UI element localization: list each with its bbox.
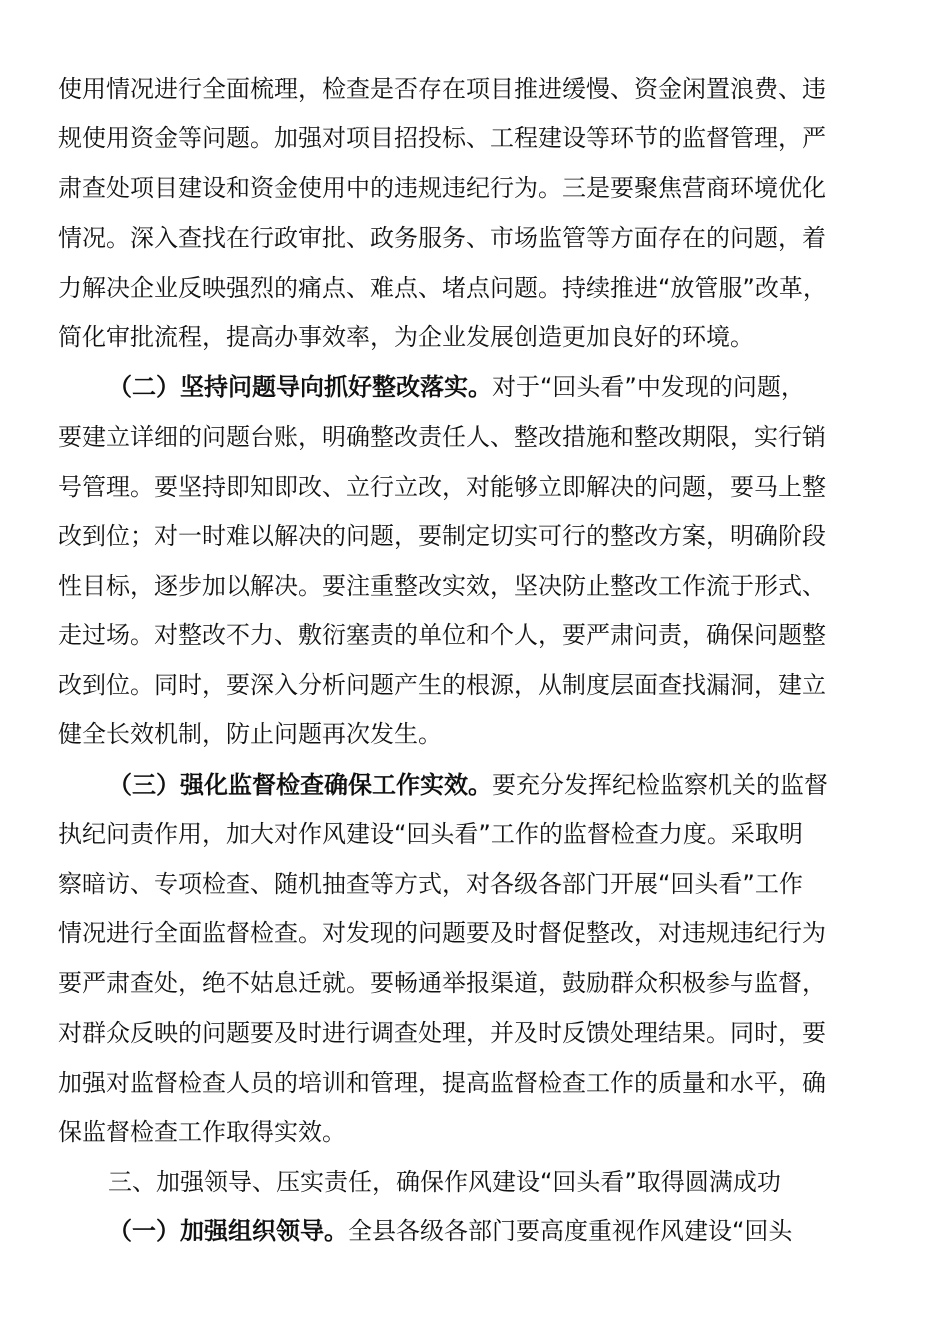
section-2-2-first-line <box>108 372 805 402</box>
section-3-title: 三、加强领导、压实责任，确保作风建设“回头看”取得圆满成功 <box>108 1168 781 1196</box>
section-heading: （一）加强组织领导。 <box>108 1217 348 1245</box>
body-line: 加强对监督检查人员的培训和管理，提高监督检查工作的质量和水平，确 <box>58 1069 826 1097</box>
body-line: 走过场。对整改不力、敷衍塞责的单位和个人，要严肃问责，确保问题整 <box>58 621 826 649</box>
body-line: 号管理。要坚持即知即改、立行立改，对能够立即解决的问题，要马上整 <box>58 473 826 501</box>
section-text: 对于“回头看”中发现的问题， <box>492 373 805 401</box>
section-heading: （三）强化监督检查确保工作实效。 <box>108 771 492 799</box>
body-line: 改到位；对一时难以解决的问题，要制定切实可行的整改方案，明确阶段 <box>58 522 826 550</box>
body-line: 情况。深入查找在行政审批、政务服务、市场监管等方面存在的问题，着 <box>58 224 826 252</box>
body-line: 使用情况进行全面梳理，检查是否存在项目推进缓慢、资金闲置浪费、违 <box>58 75 826 103</box>
body-line: 要严肃查处，绝不姑息迁就。要畅通举报渠道，鼓励群众积极参与监督， <box>58 969 826 997</box>
body-line: 察暗访、专项检查、随机抽查等方式，对各级各部门开展“回头看”工作 <box>58 870 803 898</box>
body-line: 性目标，逐步加以解决。要注重整改实效，坚决防止整改工作流于形式、 <box>58 572 826 600</box>
body-line: 要建立详细的问题台账，明确整改责任人、整改措施和整改期限，实行销 <box>58 423 826 451</box>
body-line: 规使用资金等问题。加强对项目招投标、工程建设等环节的监督管理，严 <box>58 124 826 152</box>
section-heading: （二）坚持问题导向抓好整改落实。 <box>108 373 492 401</box>
body-line: 改到位。同时，要深入分析问题产生的根源，从制度层面查找漏洞，建立 <box>58 671 826 699</box>
section-text: 要充分发挥纪检监察机关的监督 <box>492 771 828 799</box>
body-line: 执纪问责作用，加大对作风建设“回头看”工作的监督检查力度。采取明 <box>58 820 803 848</box>
section-text: 全县各级各部门要高度重视作风建设“回头 <box>348 1217 793 1245</box>
body-line: 肃查处项目建设和资金使用中的违规违纪行为。三是要聚焦营商环境优化 <box>58 174 826 202</box>
section-3-1-first-line <box>108 1216 792 1246</box>
body-line: 对群众反映的问题要及时进行调查处理，并及时反馈处理结果。同时，要 <box>58 1019 826 1047</box>
body-line: 保监督检查工作取得实效。 <box>58 1118 346 1146</box>
body-line: 健全长效机制，防止问题再次发生。 <box>58 720 442 748</box>
body-line: 情况进行全面监督检查。对发现的问题要及时督促整改，对违规违纪行为 <box>58 919 826 947</box>
body-line: 力解决企业反映强烈的痛点、难点、堵点问题。持续推进“放管服”改革， <box>58 274 827 302</box>
body-line: 简化审批流程，提高办事效率，为企业发展创造更加良好的环境。 <box>58 323 754 351</box>
section-2-3-first-line <box>108 770 828 800</box>
